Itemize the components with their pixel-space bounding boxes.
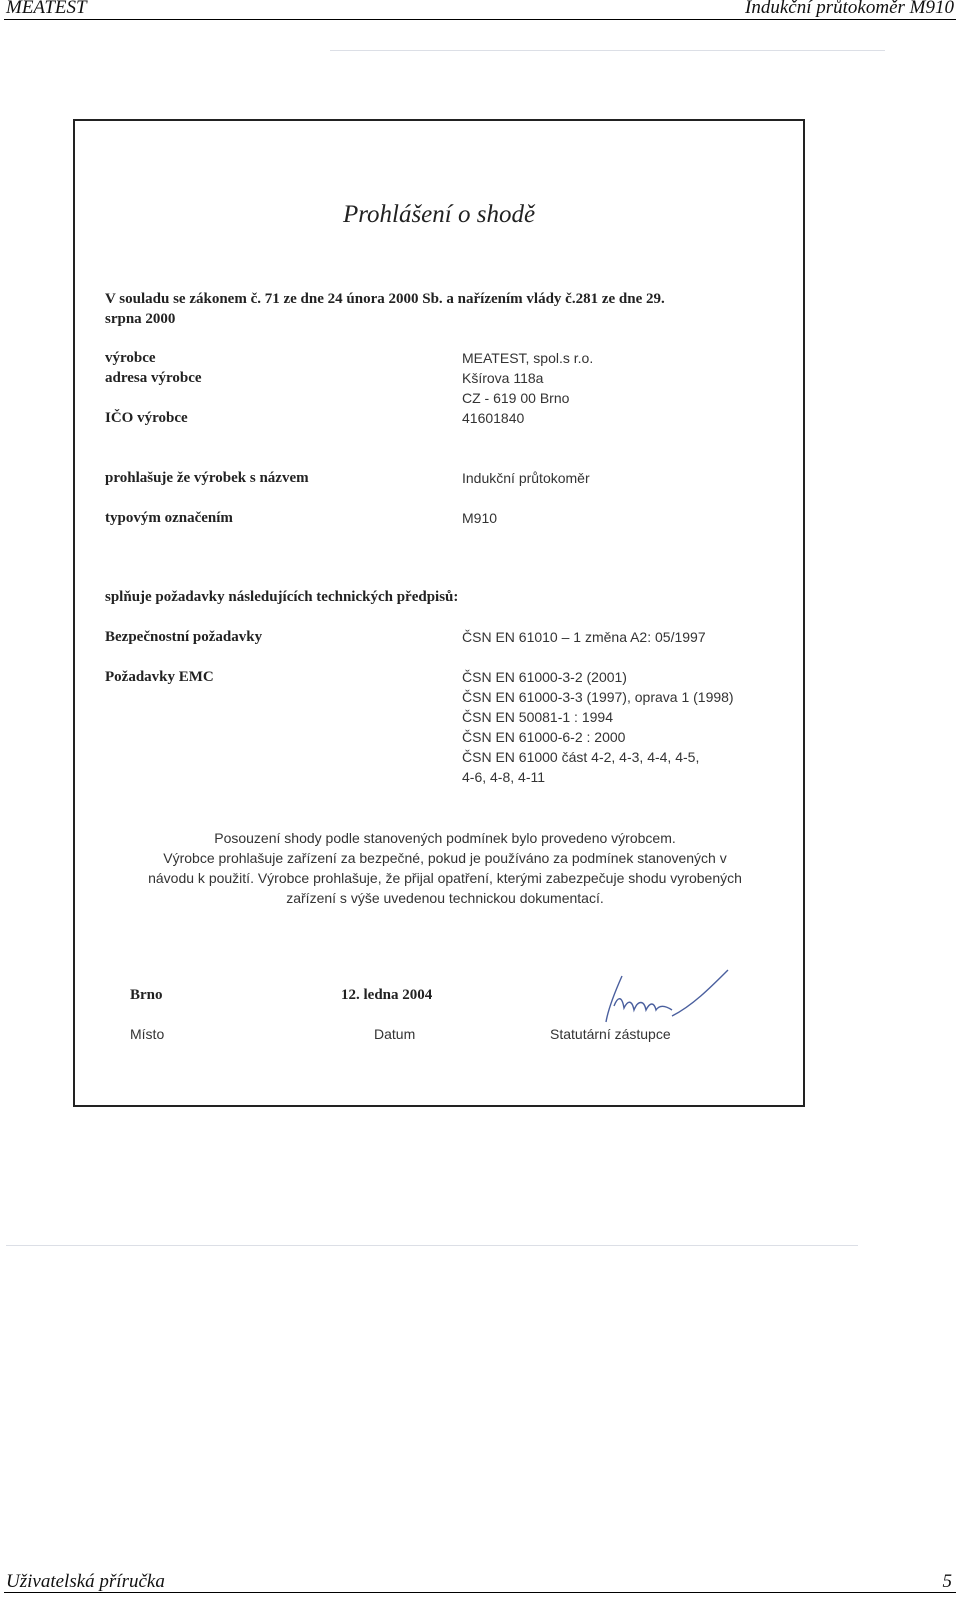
declares-label: prohlašuje že výrobek s názvem [105,470,309,486]
emc-standard: ČSN EN 50081-1 : 1994 [462,709,613,725]
ico-label: IČO výrobce [105,410,188,426]
emc-standard: 4-6, 4-8, 4-11 [462,769,546,785]
date-label: Datum [374,1026,416,1042]
page-header [4,0,956,20]
requirements-heading: splňuje požadavky následujících technických předpisů: [105,589,459,605]
conformity-statement [105,828,785,908]
emc-standard: ČSN EN 61000 část 4-2, 4-3, 4-4, 4-5, [462,749,700,765]
address-line-1: Kšírova 118a [462,370,544,386]
page-footer [4,1571,956,1593]
certificate-title: Prohlášení o shodě [342,201,536,228]
page-number: 5 [942,1571,952,1592]
handwritten-signature [592,966,732,1026]
address-label: adresa výrobce [105,370,202,386]
place-label: Místo [130,1026,165,1042]
header-document-title: Indukční průtokoměr M910 [745,0,954,18]
address-line-2: CZ - 619 00 Brno [462,390,570,406]
header-company: MEATEST [6,0,87,18]
date-value: 12. ledna 2004 [341,987,433,1003]
header-divider [330,50,885,51]
statement-line: Výrobce prohlašuje zařízení za bezpečné, pokud je používáno za podmínek stanovených v [163,850,727,866]
emc-standard: ČSN EN 61000-3-3 (1997), oprava 1 (1998) [462,689,734,705]
safety-label: Bezpečnostní požadavky [105,629,263,645]
declaration-of-conformity [73,119,805,1107]
place-value: Brno [130,987,163,1003]
safety-value: ČSN EN 61010 – 1 změna A2: 05/1997 [462,629,706,645]
manufacturer-value: MEATEST, spol.s r.o. [462,350,594,366]
ico-value: 41601840 [462,410,525,426]
emc-standard: ČSN EN 61000-3-2 (2001) [462,669,627,685]
emc-label: Požadavky EMC [105,669,214,685]
footer-manual-title: Uživatelská příručka [6,1571,165,1592]
statement-line: návodu k použití. Výrobce prohlašuje, že přijal opatření, kterými zabezpečuje shodu vyrobených [148,870,742,886]
emc-standard: ČSN EN 61000-6-2 : 2000 [462,729,626,745]
manufacturer-label: výrobce [105,350,156,366]
intro-line-1: V souladu se zákonem č. 71 ze dne 24 února 2000 Sb. a nařízením vlády č.281 ze dne 29. [105,291,665,307]
statement-line: Posouzení shody podle stanovených podmínek bylo provedeno výrobcem. [214,830,676,846]
signature-label: Statutární zástupce [550,1026,671,1042]
type-label: typovým označením [105,510,233,526]
intro-line-2: srpna 2000 [105,311,176,327]
lower-divider [6,1245,858,1246]
type-value: M910 [462,510,498,526]
statement-line: zařízení s výše uvedenou technickou dokumentací. [286,890,604,906]
product-name: Indukční průtokoměr [462,470,590,486]
